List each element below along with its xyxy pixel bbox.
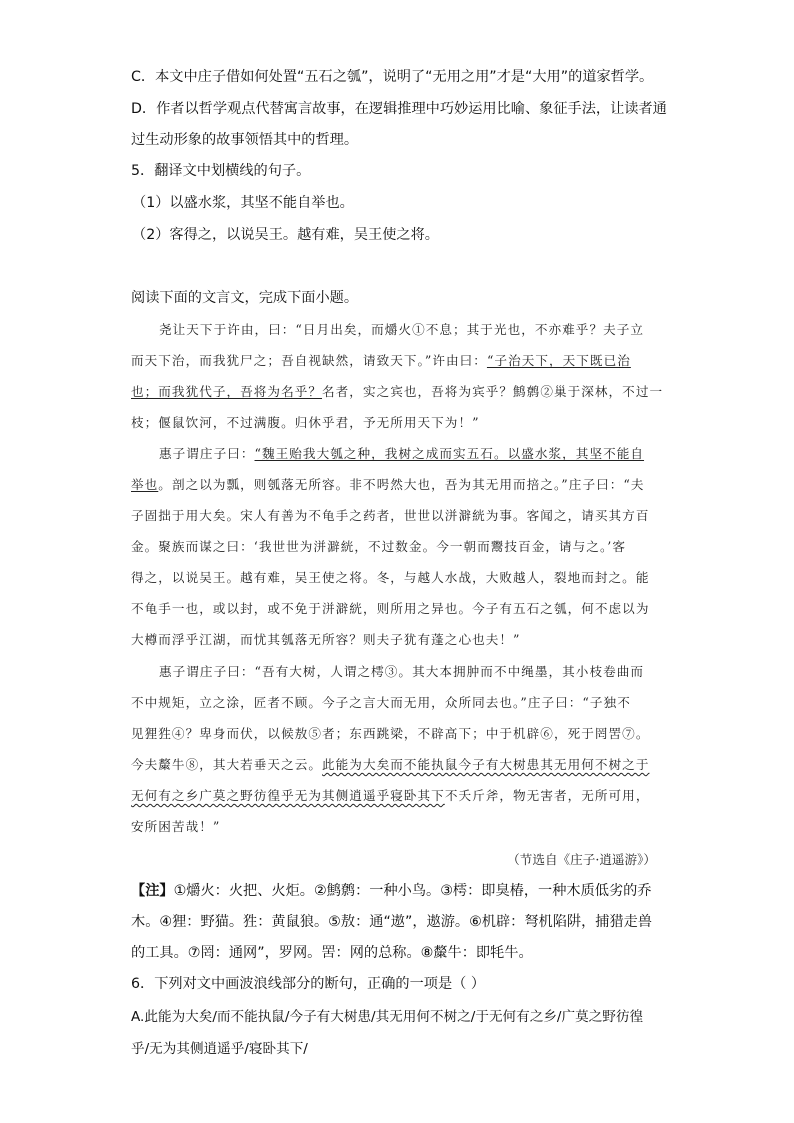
q6-stem: 6．下列对文中画波浪线部分的断句，正确的一项是（ ）	[131, 976, 486, 992]
passage-p2-line7: 大樽而浮乎江湖，而忧其瓠落无所容？则夫子犹有蓬之心也夫！”	[131, 632, 521, 647]
q5-stem: 5．翻译文中划横线的句子。	[131, 163, 311, 179]
passage-p1-line2	[131, 350, 631, 369]
notes-line2: 木。④狸：野猫。狌：黄鼠狼。⑤敖：通“遨”，遨游。⑥机辟：弩机陷阱，捕猎走兽	[131, 914, 653, 930]
passage-source: （节选自《庄子·逍遥游》）	[507, 852, 656, 867]
passage-p1-line1: 尧让天下于许由，曰：“日月出矣，而爝火①不息；其于光也，不亦难乎？夫子立	[159, 322, 645, 337]
passage-p3-line2: 不中规矩，立之涂，匠者不顾。今子之言大而无用，众所同去也。”庄子曰：“子独不	[131, 695, 631, 710]
q4-option-d-line2: 过生动形象的故事领悟其中的哲理。	[131, 132, 359, 148]
passage-text: 而天下治，而我犹尸之；吾自视缺然，请致天下。”许由曰：	[131, 353, 487, 368]
notes-text: ①爝火：火把、火炬。②鹪鹩：一种小鸟。③樗：即臭椿，一种木质低劣的乔	[173, 883, 652, 899]
wavy-underlined-text: 无何有之乡广莫之野彷徨乎无为其侧逍遥乎寝卧其下	[131, 788, 445, 803]
passage-p3-line4	[131, 754, 649, 773]
passage-text: 。剖之以为瓢，则瓠落无所容。非不呺然大也，吾为其无用而掊之。”庄子曰：“夫	[158, 477, 645, 492]
passage-text: 不夭斤斧，物无害者，无所可用，	[444, 788, 650, 803]
q4-option-d-line1[interactable]: D．作者以哲学观点代替寓言故事，在逻辑推理中巧妙运用比喻、象征手法，让读者通	[131, 101, 667, 117]
q6-option-a-line1[interactable]: A.此能为大矣/而不能执鼠/今子有大树患/其无用何不树之/于无何有之乡/广莫之野彷徨	[131, 1009, 644, 1025]
passage-p2-line6: 不龟手一也，或以封，或不免于洴澼絖，则所用之异也。今子有五石之瓠，何不虑以为	[131, 601, 650, 616]
passage-p2-line5: 得之，以说吴王。越有难，吴王使之将。冬，与越人水战，大败越人，裂地而封之。能	[131, 570, 650, 585]
passage-p2-line4: 金。聚族而谋之曰：‘我世世为洴澼絖，不过数金。今一朝而鬻技百金，请与之。’客	[131, 539, 626, 554]
passage-p1-line3	[131, 381, 663, 400]
underlined-sentence: 举也	[131, 477, 159, 492]
notes-label: 【注】	[131, 883, 174, 899]
notes-line1	[131, 880, 652, 900]
q5-item1: （1）以盛水浆，其坚不能自举也。	[132, 195, 354, 211]
passage-p2-line2	[131, 474, 645, 493]
reading-instruction: 阅读下面的文言文，完成下面小题。	[131, 290, 359, 306]
passage-p3-line1: 惠子谓庄子曰：“吾有大树，人谓之樗③。其大本拥肿而不中绳墨，其小枝卷曲而	[159, 664, 645, 679]
passage-text: 今夫斄牛⑧，其大若垂天之云。	[131, 757, 323, 772]
passage-p1-line4: 枝；偃鼠饮河，不过满腹。归休乎君，予无所用天下为！”	[131, 415, 480, 430]
notes-line3: 的工具。⑦罔：通网”，罗网。罟：网的总称。⑧斄牛：即牦牛。	[131, 945, 533, 961]
passage-p3-line3: 见狸狌④？卑身而伏，以候敖⑤者；东西跳梁，不辟高下；中于机辟⑥，死于罔罟⑦。	[131, 726, 650, 741]
wavy-underlined-text: 此能为大矣而不能执鼠今子有大树患其无用何不树之于	[322, 757, 650, 772]
passage-p3-line5	[131, 785, 649, 804]
q4-option-c[interactable]: C．本文中庄子借如何处置“五石之瓠”，说明了“无用之用”才是“大用”的道家哲学。	[131, 69, 654, 85]
passage-p2-line1	[159, 443, 644, 462]
q6-option-a-line2: 乎/无为其侧逍遥乎/寝卧其下/	[131, 1041, 308, 1057]
passage-text: 名者，实之宾也，吾将为宾乎？鹪鹩②巢于深林，不过一	[322, 384, 664, 399]
passage-p2-line3: 子固拙于用大矣。宋人有善为不龟手之药者，世世以洴澼絖为事。客闻之，请买其方百	[131, 508, 650, 523]
q5-item2: （2）客得之，以说吴王。越有难，吴王使之将。	[132, 227, 439, 243]
underlined-sentence: “魏王贻我大瓠之种，我树之成而实五石。以盛水浆，其坚不能自	[254, 446, 645, 461]
underlined-sentence: 也；而我犹代子，吾将为名乎？	[131, 384, 323, 399]
passage-p3-line6: 安所困苦哉！”	[131, 819, 221, 834]
underlined-sentence: “子治天下，天下既已治	[486, 353, 631, 368]
passage-text: 惠子谓庄子曰：	[159, 446, 255, 461]
